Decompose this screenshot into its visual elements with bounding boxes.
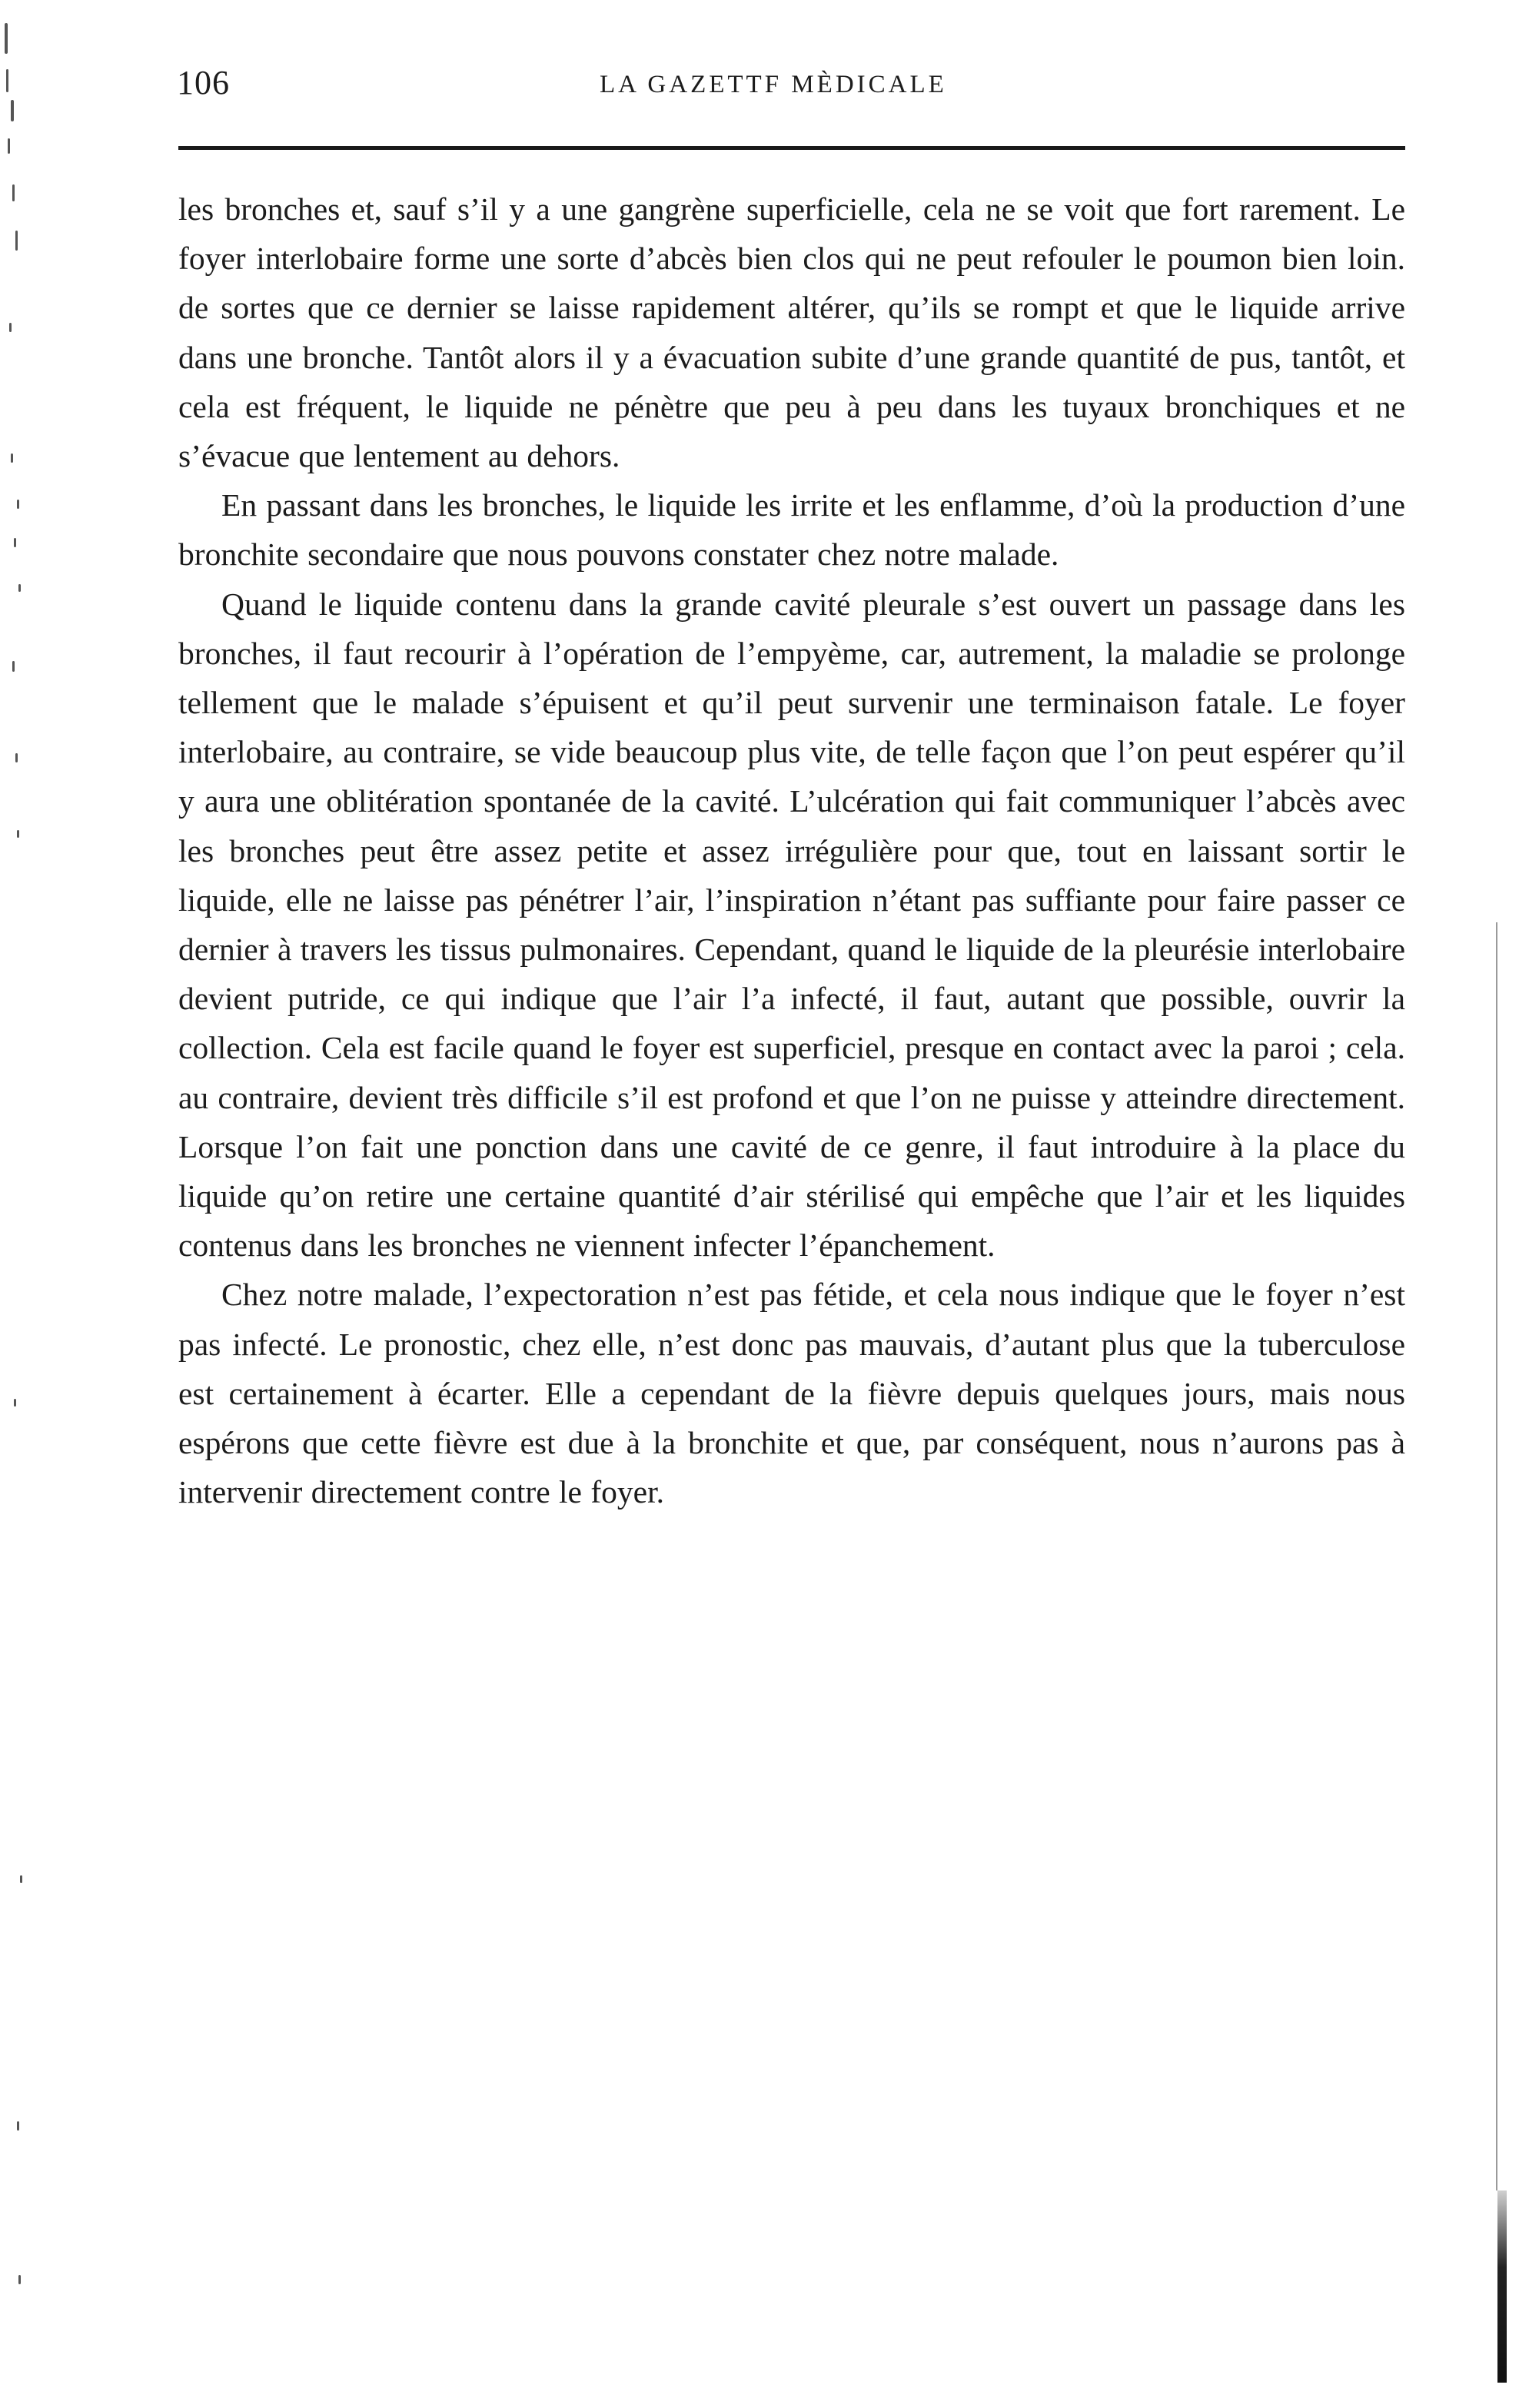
scan-edge-line	[1496, 922, 1497, 2190]
page-number: 106	[177, 64, 230, 101]
header-rule	[178, 146, 1405, 150]
paragraph: Chez notre malade, l’expectoration n’est pas fétide, et cela nous indique que le foyer n’est pas infecté. Le pronostic, chez elle, n’est donc pas mauvais, d’autant plus que la tuberculose est certainement à écarter. Elle a cependant de la fièvre depuis quelques jours, mais nous espérons que cette fièvre est due à la bronchite et que, par conséquent, nous n’aurons pas à intervenir directement contre le foyer.	[178, 1277, 1405, 1510]
paragraph: Quand le liquide contenu dans la grande cavité pleurale s’est ouvert un passage dans les bronches, il faut recourir à l’opération de l’empyème, car, autrement, la maladie se prolonge tellement que le malade s’épuisent et qu’il peut survenir une terminaison fatale. Le foyer interlobaire, au contraire, se vide beaucoup plus vite, de telle façon que l’on peut espérer qu’il y aura une oblitération spontanée de la cavité. L’ulcération qui fait communiquer l’abcès avec les bronches peut être assez petite et assez irrégulière pour que, tout en laissant sortir le liquide, elle ne laisse pas pénétrer l’air, l’inspiration n’étant pas suffiante pour faire passer ce dernier à travers les tissus pulmonaires. Cependant, quand le liquide de la pleurésie interlobaire devient putride, ce qui indique que l’air l’a infecté, il faut, autant que possible, ouvrir la collection. Cela est facile quand le foyer est superficiel, presque en contact avec la paroi ; cela. au contraire, devient très difficile s’il est profond et que l’on ne puisse y atteindre directement. Lorsque l’on fait une ponction dans une cavité de ce genre, il faut introduire à la place du liquide qu’on retire une certaine quantité d’air stérilisé qui empêche que l’air et les liquides contenus dans les bronches ne viennent infecter l’épanchement.	[178, 586, 1405, 1264]
paragraph: les bronches et, sauf s’il y a une gangrène superficielle, cela ne se voit que fort rarement. Le foyer interlobaire forme une sorte d’abcès bien clos qui ne peut refouler le poumon bien loin. de sortes que ce dernier se laisse rapidement altérer, qu’ils se rompt et que le liquide arrive dans une bronche. Tantôt alors il y a évacuation subite d’une grande quantité de pus, tantôt, et cela est fréquent, le liquide ne pénètre que peu à peu dans les tuyaux bronchiques et ne s’évacue que lentement au dehors.	[178, 191, 1405, 474]
paragraph: En passant dans les bronches, le liquide les irrite et les enflamme, d’où la production d’une bronchite secondaire que nous pouvons constater chez notre malade.	[178, 487, 1405, 573]
scan-edge-shadow	[1497, 2190, 1507, 2383]
running-title: LA GAZETTF MÈDICALE	[600, 71, 947, 98]
body-text	[178, 184, 1405, 1516]
